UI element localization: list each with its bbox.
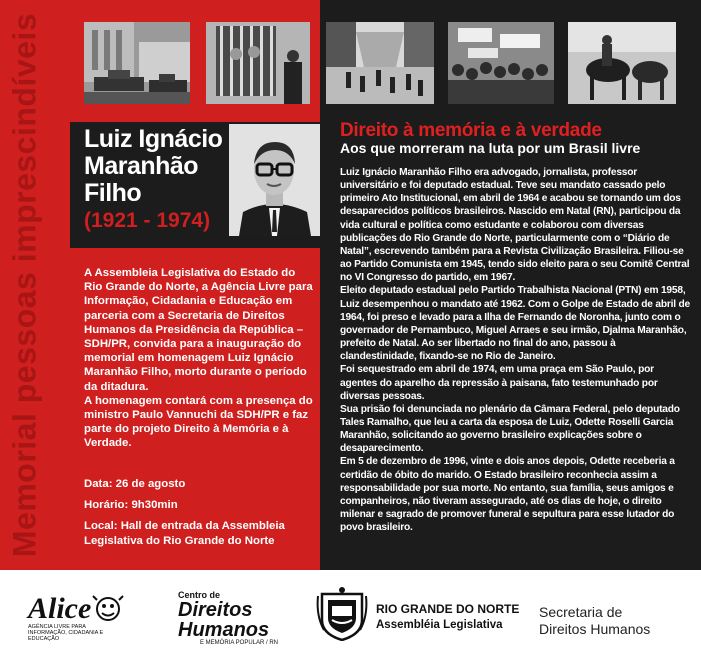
name-line-3: Filho — [84, 179, 142, 207]
alice-logo-name: Alice — [28, 592, 92, 625]
dh-logo-line2: Humanos — [178, 619, 270, 641]
dh-logo-sub: E MEMÓRIA POPULAR / RN — [199, 640, 278, 646]
photo-cavalry — [568, 22, 676, 104]
state-seal-icon — [316, 586, 368, 641]
dh-logo — [178, 590, 278, 652]
alice-logo-icon — [91, 594, 125, 624]
bio-paragraph: Luiz Ignácio Maranhão Filho era advogado, jornalista, professor universitário e foi deputado estadual. Teve seu mandato cassado pelo primeiro Ato Institucional, em abril de 1964 e acabou se tornando um dos desaparecidos políticos brasileiros. Nascido em Natal (RN), participou da vida cultural e política como estudante e colaborou com diversas publicações do Rio Grande do Norte, particularmente com o “Diário de Natal”, escrevendo também para a Revista Civilização Brasileira. Filiou-se ao Partido Comunista em 1945, tendo sido eleito para o seu Comitê Central no VI Congresso do partido, em 1967. — [340, 167, 690, 284]
person-name — [84, 126, 234, 207]
bio-paragraph: Eleito deputado estadual pelo Partido Trabalhista Nacional (PTN) em 1958, Luiz desempenhou o mandato até 1962. Com o Golpe de Estado de abril de 1964, foi preso e levado para a Ilha de Fernando de Noronha, junto com o governador de Pernambuco, Miguel Arraes e seu irmão, Djalma Maranhão, prefeito de Natal. Ao ser libertado no final do ano, passou à clandestinidade, fixando-se no Rio de Janeiro. — [340, 285, 690, 363]
event-date: Data: 26 de agosto — [84, 478, 186, 490]
alice-logo — [28, 592, 148, 652]
section-title: Direito à memória e à verdade — [340, 120, 602, 141]
portrait-photo — [229, 124, 320, 236]
bio-paragraph: Sua prisão foi denunciada no plenário da Câmara Federal, pelo deputado Tales Ramalho, que leu a carta da esposa de Luiz, Odette Roselli Garcia Maranhão, solicitando ao governo brasileiro explicações sobre o desaparecimento. — [340, 403, 680, 455]
photo-street-march — [326, 22, 434, 104]
photo-crowd-banners — [448, 22, 554, 104]
sdh-logo-line1: Secretaria de — [539, 604, 623, 620]
alice-logo-tagline: AGÊNCIA LIVRE PARA INFORMAÇÃO, CIDADANIA E EDUCAÇÃO — [28, 624, 104, 642]
rn-assembly-logo — [316, 586, 520, 656]
dh-logo-top: Centro de — [178, 590, 221, 600]
invitation-paragraph: A Assembleia Legislativa do Estado do Rio Grande do Norte, a Agência Livre para Informação, Cidadania e Educação em parceria com a Secretaria de Direitos Humanos da Presidência da República – SDH/PR, convida para a inauguração do memorial em homenagem Luiz Ignácio Maranhão Filho, morto durante o período da ditadura. — [84, 267, 313, 393]
biography — [340, 166, 690, 534]
vertical-title-text: Memorial pessoas imprescindíveis — [6, 12, 43, 558]
invitation-paragraph: A homenagem contará com a presença do ministro Paulo Vannuchi da SDH/PR e faz parte do projeto Direito à Memória e à Verdade. — [84, 394, 313, 450]
rn-logo-line1: RIO GRANDE DO NORTE — [376, 602, 520, 616]
rn-logo-line2: Assembléia Legislativa — [376, 619, 503, 631]
vertical-title — [2, 10, 48, 560]
name-line-1: Luiz Ignácio — [84, 125, 223, 153]
event-place: Local: Hall de entrada da Assembleia Legislativa do Rio Grande do Norte — [84, 520, 285, 547]
photo-tanks — [84, 22, 190, 104]
bio-paragraph: Em 5 de dezembro de 1996, vinte e dois anos depois, Odette receberia a certidão de óbito do marido. O Estado brasileiro reconhecia assim a responsabilidade por sua morte. No entanto, sua família, seus amigos e companheiros, não tiveram assegurado, até os dias de hoje, o direito milenar e sagrado de promover funeral e sepultura para esse lutador do povo brasileiro. — [340, 456, 675, 534]
sdh-logo — [539, 604, 689, 638]
bio-paragraph: Foi sequestrado em abril de 1974, em uma praça em São Paulo, por agentes do aparelho da repressão à paisana, fato testemunhado por diversas pessoas. — [340, 364, 658, 402]
sponsors-footer — [0, 570, 701, 663]
person-years: (1921 - 1974) — [84, 209, 211, 232]
invitation-text — [84, 266, 314, 451]
section-subtitle: Aos que morreram na luta por um Brasil livre — [340, 140, 641, 156]
event-time: Horário: 9h30min — [84, 499, 178, 512]
dh-logo-line1: Direitos — [178, 599, 253, 621]
photo-prison — [206, 22, 310, 104]
name-line-2: Maranhão — [84, 152, 199, 180]
sdh-logo-line2: Direitos Humanos — [539, 621, 651, 637]
event-details — [84, 477, 314, 555]
